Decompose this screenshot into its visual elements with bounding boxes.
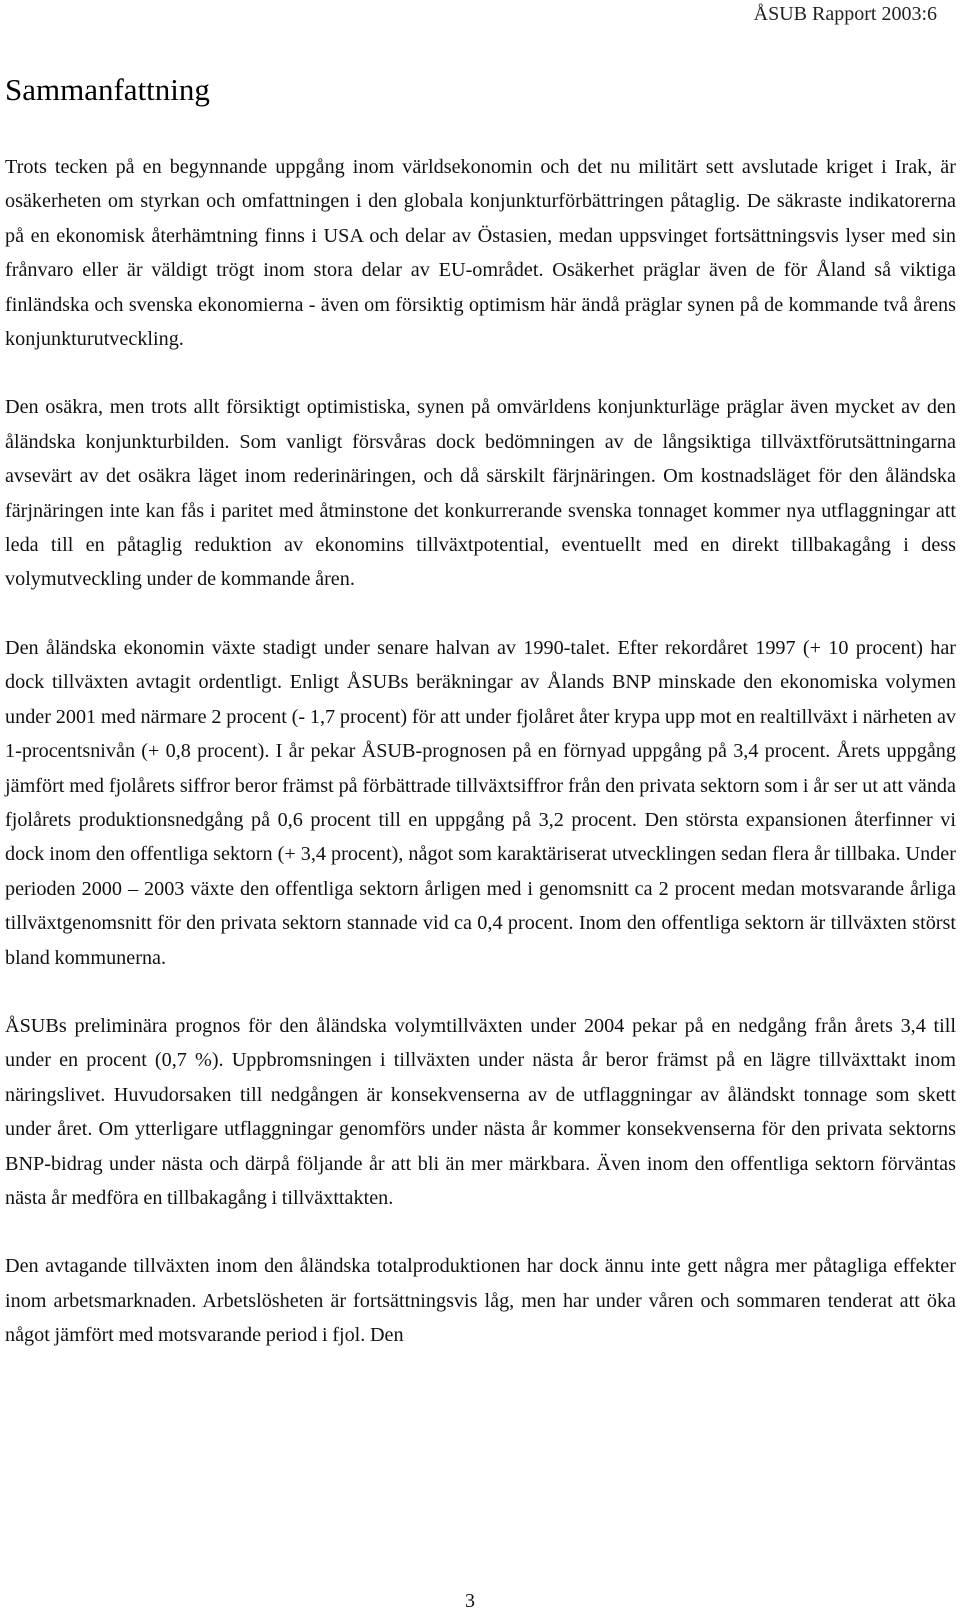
- paragraph-2: Den osäkra, men trots allt försiktigt optimistiska, synen på omvärldens konjunkturläge präglar även mycket av den åländska konjunkturbilden. Som vanligt försvåras dock bedömningen av de långsiktiga tillväxtförutsättningarna avsevärt av det osäkra läget inom rederinäringen, och då särskilt färjnäringen. Om kostnadsläget för den åländska färjnäringen inte kan fås i paritet med åtminstone det konkurrerande svenska tonnaget kommer nya utflaggningar att leda till en påtaglig reduktion av ekonomins tillväxtpotential, eventuellt med en direkt tillbakagång i dess volymutveckling under de kommande åren.: [5, 396, 956, 591]
- paragraph-4: ÅSUBs preliminära prognos för den åländska volymtillväxten under 2004 pekar på en nedgång från årets 3,4 till under en procent (0,7 %). Uppbromsningen i tillväxten under nästa år beror främst på en lägre tillväxttakt inom näringslivet. Huvudorsaken till nedgången är konsekvenserna av de utflaggningar av åländskt tonnage som skett under året. Om ytterligare utflaggningar genomförs under nästa år kommer konsekvenserna för den privata sektorns BNP-bidrag under nästa och därpå följande år att bli än mer märkbara. Även inom den offentliga sektorn förväntas nästa år medföra en tillbakagång i tillväxttakten.: [5, 1014, 956, 1209]
- paragraph-1: Trots tecken på en begynnande uppgång inom världsekonomin och det nu militärt sett avslutade kriget i Irak, är osäkerheten om styrkan och omfattningen i den globala konjunkturförbättringen påtaglig. De säkraste indikatorerna på en ekonomisk återhämtning finns i USA och delar av Östasien, medan uppsvinget fortsättningsvis lyser med sin frånvaro eller är väldigt trögt inom stora delar av EU-området. Osäkerhet präglar även de för Åland så viktiga finländska och svenska ekonomierna - även om försiktig optimism här ändå präglar synen på de kommande två årens konjunkturutveckling.: [5, 156, 956, 351]
- body-text: [5, 150, 956, 1387]
- section-title: Sammanfattning: [5, 72, 210, 107]
- paragraph-5: Den avtagande tillväxten inom den åländska totalproduktionen har dock ännu inte gett några mer påtagliga effekter inom arbetsmarknaden. Arbetslösheten är fortsättningsvis låg, men har under våren och sommaren tenderat att öka något jämfört med motsvarande period i fjol. Den: [5, 1255, 956, 1347]
- paragraph-3: Den åländska ekonomin växte stadigt under senare halvan av 1990-talet. Efter rekordåret 1997 (+ 10 procent) har dock tillväxten avtagit ordentligt. Enligt ÅSUBs beräkningar av Ålands BNP minskade den ekonomiska volymen under 2001 med närmare 2 procent (- 1,7 procent) för att under fjolåret åter krypa upp mot en realtillväxt i närheten av 1-procentsnivån (+ 0,8 procent). I år pekar ÅSUB-prognosen på en förnyad uppgång på 3,4 procent. Årets uppgång jämfört med fjolårets siffror beror främst på förbättrade tillväxtsiffror från den privata sektorn som i år ser ut att vända fjolårets produktionsnedgång på 0,6 procent till en uppgång på 3,2 procent. Den största expansionen återfinner vi dock inom den offentliga sektorn (+ 3,4 procent), något som karaktäriserat utvecklingen sedan flera år tillbaka. Under perioden 2000 – 2003 växte den offentliga sektorn årligen med i genomsnitt ca 2 procent medan motsvarande årliga tillväxtgenomsnitt för den privata sektorn stannade vid ca 0,4 procent. Inom den offentliga sektorn är tillväxten störst bland kommunerna.: [5, 636, 956, 969]
- page-number: 3: [465, 1590, 475, 1612]
- running-header: ÅSUB Rapport 2003:6: [753, 3, 937, 25]
